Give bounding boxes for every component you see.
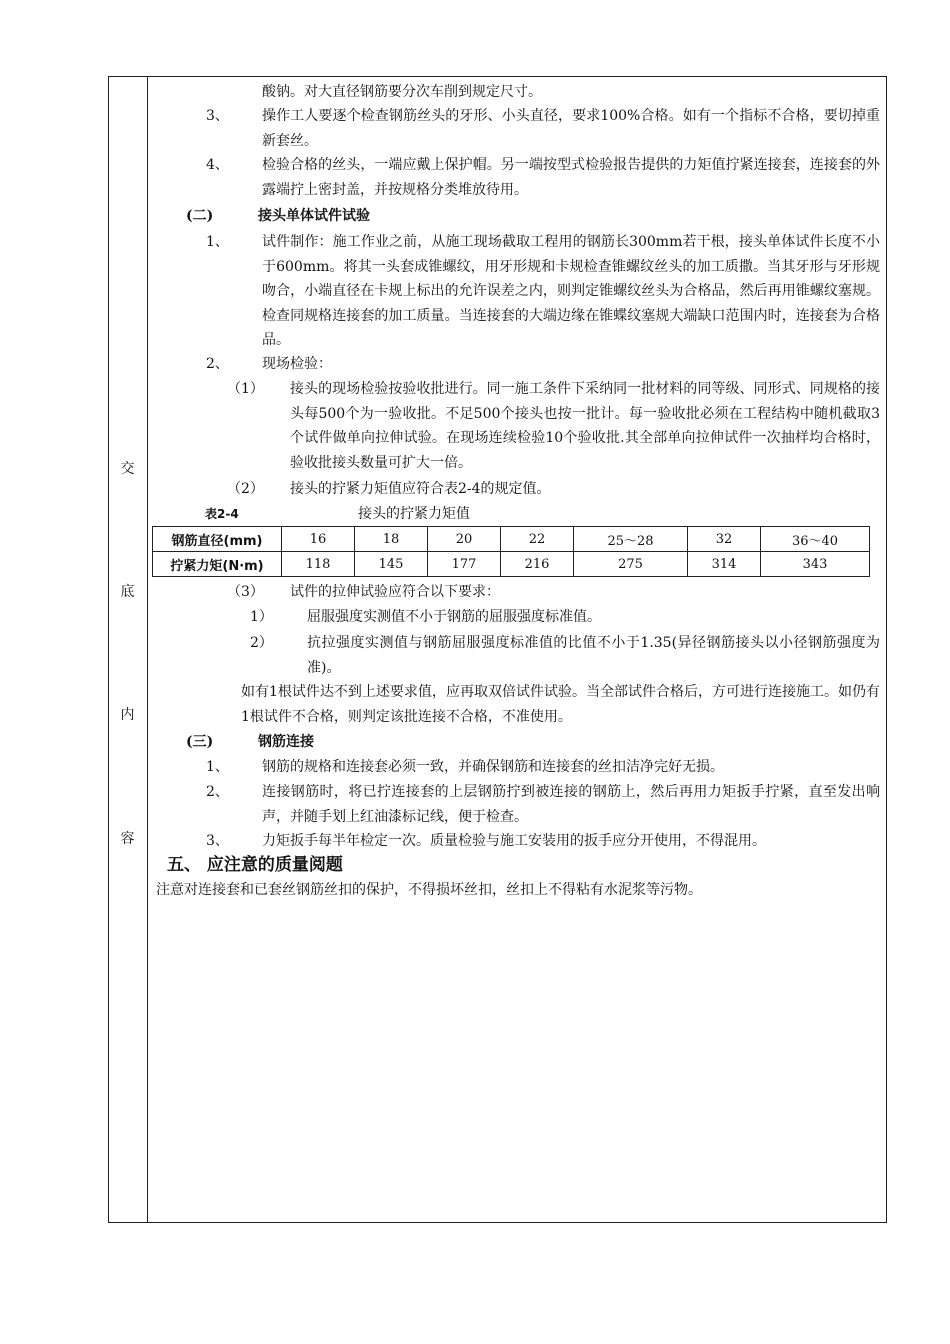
column-divider — [147, 76, 148, 1223]
side-label-char: 底 — [120, 584, 135, 600]
subitem-text: 试件的拉伸试验应符合以下要求： — [290, 584, 500, 600]
item-text: 检验合格的丝头，一端应戴上保护帽。另一端按型式检验报告提供的力矩值拧紧连接套，连接套的外露端拧上密封盖，并按规格分类堆放待用。 — [262, 157, 880, 198]
table-cell: 177 — [428, 552, 501, 577]
subitem-number: （1） — [227, 381, 264, 397]
item-text: 现场检验： — [262, 356, 332, 372]
item-text: 力矩扳手每半年检定一次。质量检验与施工安装用的扳手应分开使用，不得混用。 — [262, 833, 766, 849]
subitem-text: 接头的现场检验按验收批进行。同一施工条件下采纳同一批材料的同等级、同形式、同规格的接头每500个为一验收批。不足500个接头也按一批计。每一验收批必须在工程结构中随机截取3个试件做单向拉伸试验。在现场连续检验10个验收批.其全部单向拉伸试件一次抽样均合格时，验收批接头数量可扩大一倍。 — [290, 381, 880, 471]
requirement-text: 抗拉强度实测值与钢筋屈服强度标准值的比值不小于1.35(异径钢筋接头以小径钢筋强度为准)。 — [307, 635, 880, 676]
subitem-number: （2） — [227, 481, 264, 497]
section-title: 钢筋连接 — [258, 734, 314, 750]
section-heading: 五、 应注意的质量阅题 — [167, 855, 343, 875]
section-text: 注意对连接套和已套丝钢筋丝扣的保护，不得损坏丝扣，丝扣上不得粘有水泥浆等污物。 — [156, 882, 702, 898]
item-text: 连接钢筋时，将已拧连接套的上层钢筋拧到被连接的钢筋上，然后再用力矩扳手拧紧，直至发出响声，并随手划上红油漆标记线，便于检查。 — [262, 784, 880, 825]
item-number: 3、 — [206, 108, 229, 124]
table-cell: 275 — [574, 552, 688, 577]
item-text: 试件制作：施工作业之前，从施工现场截取工程用的钢筋长300mm若干根，接头单体试件长度不小于600mm。将其一头套成锥螺纹，用牙形规和卡规检查锥螺纹丝头的加工质撒。当其牙形与牙形规吻合，小端直径在卡规上标出的允许误差之内，则判定锥螺纹丝头为合格品，然后再用锥螺纹塞规。检查同规格连接套的加工质量。当连接套的大端边缘在锥蝶纹塞规大端缺口范围内时，连接套为合格品。 — [262, 234, 880, 348]
subitem-number: （3） — [227, 584, 264, 600]
side-label-char: 内 — [120, 707, 135, 723]
item-number: 3、 — [206, 833, 229, 849]
table-cell: 25～28 — [574, 527, 688, 552]
table-row — [153, 552, 870, 577]
requirement-text: 屈服强度实测值不小于钢筋的屈服强度标准值。 — [307, 609, 601, 625]
row-header-diameter: 钢筋直径(mm) — [153, 527, 282, 552]
table-cell: 20 — [428, 527, 501, 552]
table-cell: 22 — [501, 527, 574, 552]
item-number: 2、 — [206, 356, 229, 372]
table-cell: 343 — [761, 552, 870, 577]
table-caption: 接头的拧紧力矩值 — [358, 506, 470, 522]
item-text: 操作工人要逐个检查钢筋丝头的牙形、小头直径，要求100%合格。如有一个指标不合格，要切掉重新套丝。 — [262, 108, 880, 149]
item-number: 2、 — [206, 784, 229, 800]
requirement-number: 2） — [250, 635, 273, 651]
item-number: 1、 — [206, 759, 229, 775]
table-cell: 36～40 — [761, 527, 870, 552]
torque-table — [152, 526, 870, 577]
table-cell: 314 — [688, 552, 761, 577]
table-cell: 18 — [355, 527, 428, 552]
item-number: 4、 — [206, 157, 229, 173]
table-cell: 32 — [688, 527, 761, 552]
item-number: 1、 — [206, 234, 229, 250]
table-row — [153, 527, 870, 552]
row-header-torque: 拧紧力矩(N·m) — [153, 552, 282, 577]
table-cell: 118 — [282, 552, 355, 577]
side-label-char: 容 — [120, 831, 135, 847]
table-label: 表2-4 — [205, 507, 239, 521]
retest-paragraph: 如有1根试件达不到上述要求值，应再取双倍试件试验。当全部试件合格后，方可进行连接施工。如仍有1根试件不合格，则判定该批连接不合格，不准使用。 — [241, 684, 880, 725]
side-label-char: 交 — [120, 461, 135, 477]
subitem-text: 接头的拧紧力矩值应符合表2-4的规定值。 — [290, 481, 551, 497]
continuation-line: 酸钠。对大直径钢筋要分次车削到规定尺寸。 — [262, 84, 542, 100]
table-cell: 145 — [355, 552, 428, 577]
section-number: (三) — [186, 734, 214, 750]
table-cell: 16 — [282, 527, 355, 552]
requirement-number: 1） — [250, 609, 273, 625]
section-number: (二) — [186, 208, 214, 224]
item-text: 钢筋的规格和连接套必须一致，并确保钢筋和连接套的丝扣洁净完好无损。 — [262, 759, 724, 775]
section-title: 接头单体试件试验 — [258, 208, 370, 224]
table-cell: 216 — [501, 552, 574, 577]
